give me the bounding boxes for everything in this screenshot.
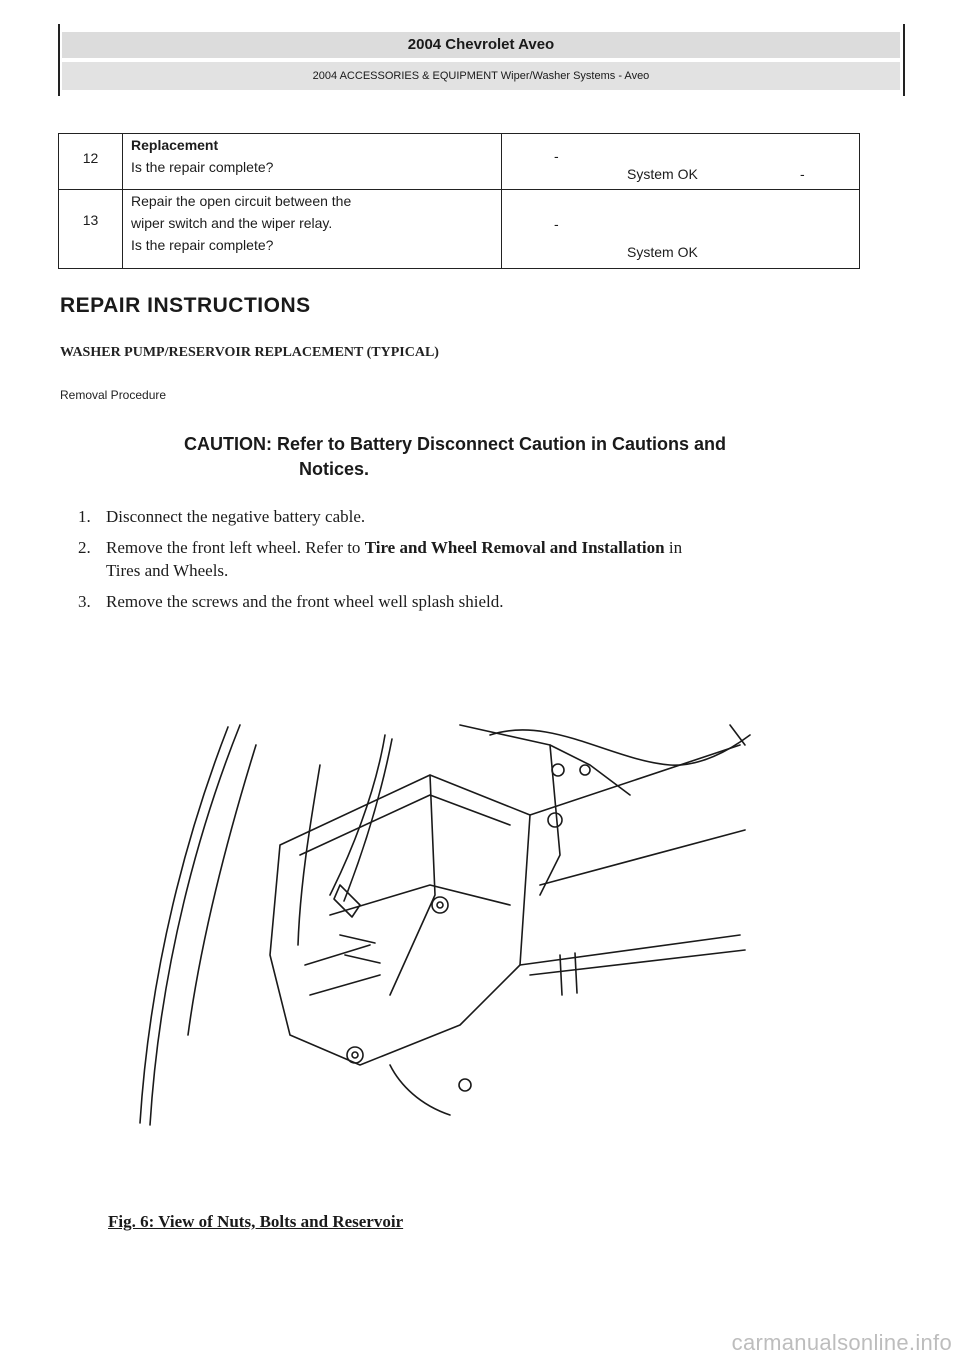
step-text-post: in [664, 538, 683, 557]
step-text: Disconnect the negative battery cable. [106, 507, 366, 526]
watermark: carmanualsonline.info [731, 1330, 952, 1355]
result-cell [502, 134, 860, 190]
reservoir-illustration [130, 705, 770, 1135]
no-result: - [800, 166, 805, 182]
action-line: Replacement [131, 137, 219, 153]
list-item [60, 590, 890, 613]
yes-result: System OK [627, 244, 698, 260]
action-line: Is the repair complete? [131, 159, 274, 175]
reference-link[interactable]: Tire and Wheel Removal and Installation [364, 538, 665, 557]
table-row [59, 190, 860, 269]
step-text-line2: Tires and Wheels. [106, 561, 229, 580]
step-number-cell [59, 134, 123, 190]
action-line: wiper switch and the wiper relay. [131, 215, 333, 231]
step-index: 2. [78, 538, 91, 557]
caution-line-1: CAUTION: Refer to Battery Disconnect Caution in Cautions and [184, 434, 727, 454]
figure-caption-link[interactable]: Fig. 6: View of Nuts, Bolts and Reservoir [108, 1212, 404, 1231]
step-number-cell [59, 190, 123, 269]
procedure-title: WASHER PUMP/RESERVOIR REPLACEMENT (TYPICAL) [60, 345, 439, 360]
steps-list [60, 505, 890, 621]
yes-result: System OK [627, 166, 698, 182]
step-index: 1. [78, 507, 91, 526]
step-text-pre: Remove the front left wheel. Refer to [106, 538, 365, 557]
procedure-label: Removal Procedure [60, 388, 167, 402]
step-number: 12 [82, 150, 99, 166]
value-dash: - [554, 148, 559, 164]
step-index: 3. [78, 592, 91, 611]
diagnostic-table [58, 133, 860, 269]
table-row [59, 134, 860, 190]
action-line: Repair the open circuit between the [131, 193, 352, 209]
result-cell [502, 190, 860, 269]
value-dash: - [554, 216, 559, 232]
document-title: 2004 Chevrolet Aveo [62, 32, 900, 58]
section-title: REPAIR INSTRUCTIONS [60, 294, 311, 317]
action-cell [123, 190, 502, 269]
list-item [60, 505, 890, 528]
document-subtitle: 2004 ACCESSORIES & EQUIPMENT Wiper/Washer Systems - Aveo [62, 62, 900, 90]
caution-note [184, 432, 884, 482]
action-line: Is the repair complete? [131, 237, 274, 253]
caution-line-2: Notices. [299, 459, 370, 479]
action-cell [123, 134, 502, 190]
step-number: 13 [82, 212, 99, 228]
header-frame-left [58, 24, 60, 96]
list-item [60, 536, 890, 582]
header-frame-right [903, 24, 905, 96]
step-text: Remove the screws and the front wheel well splash shield. [106, 592, 504, 611]
